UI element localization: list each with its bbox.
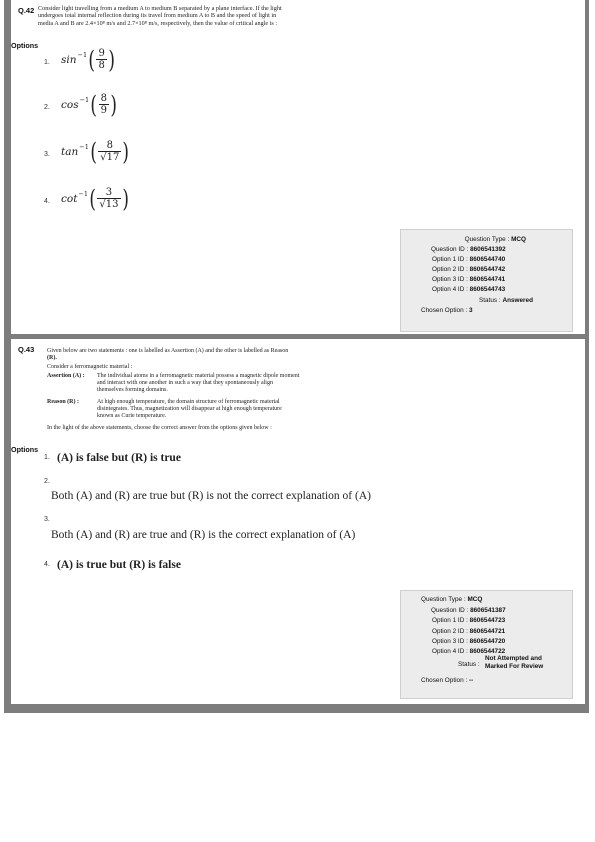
info-chosen-option <box>421 306 473 316</box>
intro-line: Given below are two statements : one is labelled as Assertion (A) and the other is labelled as Reason <box>47 348 289 354</box>
info-label: Status : <box>479 297 501 304</box>
question-text <box>38 5 378 27</box>
info-label: Option 1 ID : <box>432 617 468 624</box>
right-paren: ) <box>121 184 129 213</box>
function-name: sin <box>61 53 77 66</box>
consider-line: Consider a ferromagnetic material : <box>47 364 133 370</box>
info-label: Question Type : <box>421 596 466 603</box>
left-paren: ( <box>88 45 96 74</box>
info-value: 8606544741 <box>469 276 506 283</box>
assertion-line: and interact with one another in such a way that they spontaneously align <box>97 380 273 386</box>
info-question-id <box>431 245 506 255</box>
question-number: Q.43 <box>18 345 35 354</box>
left-paren: ( <box>90 137 97 166</box>
choose-line: In the light of the above statements, choose the correct answer from the options given below : <box>47 425 272 431</box>
option-4-text: (A) is true but (R) is false <box>57 559 181 571</box>
function-name: cos <box>61 98 79 111</box>
info-value: MCQ <box>511 236 526 243</box>
info-option-3-id <box>432 637 505 647</box>
option-2-formula <box>61 90 118 119</box>
reason-line: At high enough temperature, the domain structure of ferromagnetic material <box>97 399 280 405</box>
info-label: Option 3 ID : <box>432 276 468 283</box>
info-chosen-option <box>421 676 473 686</box>
info-value: 8606544720 <box>469 638 506 645</box>
reason-text <box>97 399 359 420</box>
options-label: Options <box>11 445 39 454</box>
option-2-text: Both (A) and (R) are true but (R) is not the correct explanation of (A) <box>51 490 371 502</box>
denominator: 9 <box>100 105 107 116</box>
fraction <box>98 140 121 163</box>
right-paren: ) <box>108 45 115 74</box>
info-option-1-id <box>432 255 505 265</box>
info-label: Option 1 ID : <box>432 256 468 263</box>
numerator: 8 <box>106 140 113 151</box>
exponent: −1 <box>78 189 89 198</box>
question-text-line: undergoes total internal reflection during its travel from medium A to B and the speed of light in <box>38 12 277 20</box>
question-info-box <box>400 590 573 699</box>
option-number: 1. <box>44 454 50 461</box>
reason-line: disintegrates. Thus, magnetization will disappear at high enough temperature <box>97 406 282 412</box>
function-name: tan <box>61 145 79 158</box>
numerator: 8 <box>100 93 107 104</box>
info-option-2-id <box>432 627 505 637</box>
info-value: Answered <box>502 297 533 304</box>
exponent: −1 <box>79 142 89 151</box>
option-number: 4. <box>44 561 50 568</box>
info-value: 8606544723 <box>469 617 506 624</box>
info-value: 8606544740 <box>469 256 506 263</box>
info-value: MCQ <box>467 596 483 603</box>
fraction <box>96 48 106 71</box>
info-option-4-id <box>432 285 505 295</box>
info-question-type <box>465 235 526 245</box>
question-panel-q42 <box>11 0 585 334</box>
option-number: 3. <box>44 516 50 523</box>
exponent: −1 <box>77 50 88 59</box>
right-paren: ) <box>110 90 117 119</box>
exponent: −1 <box>79 95 90 104</box>
option-number: 3. <box>44 151 50 158</box>
info-value: -- <box>468 677 474 684</box>
question-panel-q43 <box>11 339 585 704</box>
info-label: Option 4 ID : <box>432 286 468 293</box>
reason-label: Reason (R) : <box>47 399 79 405</box>
fraction <box>97 187 120 210</box>
question-text-line: media A and B are 2.4×10⁸ m/s and 2.7×10⁸ m/s, respectively, then the value of critical angle is : <box>38 19 278 27</box>
info-option-3-id <box>432 275 505 285</box>
info-label: Option 2 ID : <box>432 266 468 273</box>
info-question-id <box>431 606 506 616</box>
assertion-line: The individual atoms in a ferromagnetic material possess a magnetic dipole moment <box>97 373 300 379</box>
info-status-value <box>485 655 543 671</box>
info-question-type <box>421 595 482 605</box>
info-label: Question ID : <box>431 607 469 614</box>
left-paren: ( <box>90 90 98 119</box>
numerator: 3 <box>105 187 113 198</box>
info-value: 8606544721 <box>469 628 506 635</box>
question-info-box <box>400 229 573 332</box>
option-3-text: Both (A) and (R) are true and (R) is the correct explanation of (A) <box>51 529 356 541</box>
intro-line: (R). <box>47 355 57 361</box>
assertion-label: Assertion (A) : <box>47 373 85 379</box>
info-value: 8606544743 <box>469 286 506 293</box>
info-value: 3 <box>468 307 473 314</box>
info-label: Chosen Option : <box>421 677 468 684</box>
options-label: Options <box>11 41 39 50</box>
question-number: Q.42 <box>18 6 35 15</box>
right-paren: ) <box>122 137 130 166</box>
option-number: 2. <box>44 104 50 111</box>
left-paren: ( <box>89 184 96 213</box>
info-status <box>458 660 480 670</box>
info-option-1-id <box>432 616 505 626</box>
info-label: Status : <box>458 661 480 668</box>
reason-line: known as Curie temperature. <box>97 413 167 419</box>
info-option-2-id <box>432 265 505 275</box>
info-label: Option 3 ID : <box>432 638 468 645</box>
info-status <box>479 296 533 306</box>
option-4-formula <box>61 184 130 213</box>
info-label: Option 2 ID : <box>432 628 468 635</box>
denominator: √13 <box>99 199 119 210</box>
info-value: Not Attempted and <box>485 655 542 662</box>
info-label: Chosen Option : <box>421 307 468 314</box>
assertion-line: themselves forming domains. <box>97 387 168 393</box>
option-1-formula <box>61 45 116 74</box>
info-label: Option 4 ID : <box>432 648 468 655</box>
assertion-text <box>97 373 359 394</box>
question-text-line: Consider light travelling from a medium A to medium B separated by a plane interface. If the light <box>38 5 282 12</box>
denominator: √17 <box>100 152 120 163</box>
denominator: 8 <box>98 60 105 71</box>
info-label: Question ID : <box>431 246 469 253</box>
info-label: Question Type : <box>464 236 510 243</box>
function-name: cot <box>61 192 78 205</box>
fraction <box>99 93 109 116</box>
option-number: 2. <box>44 478 50 485</box>
info-value: Marked For Review <box>485 663 544 670</box>
info-value: 8606544722 <box>469 648 506 655</box>
numerator: 9 <box>98 48 105 59</box>
option-1-text: (A) is false but (R) is true <box>57 452 181 464</box>
info-value: 8606541392 <box>470 246 506 253</box>
option-number: 1. <box>44 59 50 66</box>
info-value: 8606541387 <box>470 607 506 614</box>
info-value: 8606544742 <box>469 266 506 273</box>
option-number: 4. <box>44 198 50 205</box>
option-3-formula <box>61 137 131 166</box>
